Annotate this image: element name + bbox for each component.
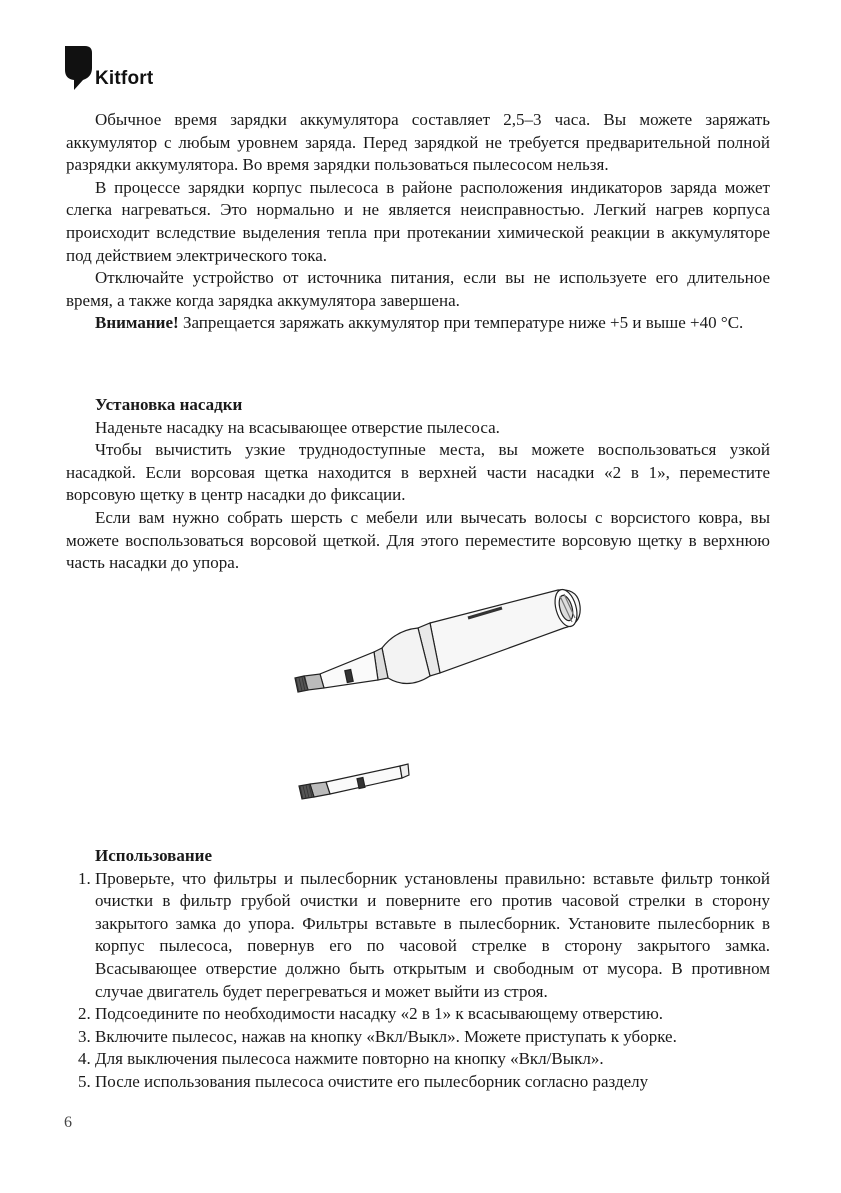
brand-logo xyxy=(65,46,153,90)
detached-nozzle-drawing xyxy=(299,764,409,799)
nozzle-section xyxy=(66,394,770,575)
usage-step: 1. Проверьте, что фильтры и пылесборник установлены правильно: вставьте фильтр тонкой очистки в фильтр грубой очистки и поверните его против часовой стрелки в сторону закрытого замка до упора. Фильтры вставьте в пылесборник. Установите пылесборник в корпус пылесоса, повернув его по часовой стрелке в сторону закрытого замка. Всасывающее отверстие должно быть открытым и свободным от мусора. В противном случае двигатель будет перегреваться и может выйти из строя. xyxy=(95,868,770,1004)
charging-paragraph-1: Обычное время зарядки аккумулятора составляет 2,5–3 часа. Вы можете заряжать аккумулятор с любым уровнем заряда. Перед зарядкой не требуется предварительной полной разрядки аккумулятора. Во время зарядки пользоваться пылесосом нельзя. xyxy=(66,110,770,175)
charging-warning xyxy=(66,312,770,335)
usage-step: 4. Для выключения пылесоса нажмите повторно на кнопку «Вкл/Выкл». xyxy=(95,1048,770,1071)
page-number: 6 xyxy=(64,1114,72,1131)
usage-heading: Использование xyxy=(95,846,212,865)
usage-section xyxy=(66,845,770,1094)
nozzle-paragraph-2: Чтобы вычистить узкие труднодоступные места, вы можете воспользоваться узкой насадкой. Если ворсовая щетка находится в верхней части насадки «2 в 1», переместите ворсовую щетку в центр насадки до фиксации. xyxy=(66,440,770,505)
charging-section xyxy=(66,109,770,335)
usage-steps-list xyxy=(66,868,770,1094)
charging-paragraph-3: Отключайте устройство от источника питания, если вы не используете его длительное время, а также когда зарядка аккумулятора завершена. xyxy=(66,268,770,310)
vacuum-with-nozzle-drawing xyxy=(295,587,581,692)
nozzle-paragraph-1: Наденьте насадку на всасывающее отверстие пылесоса. xyxy=(95,417,500,437)
usage-step: 3. Включите пылесос, нажав на кнопку «Вкл/Выкл». Можете приступать к уборке. xyxy=(95,1026,770,1049)
brand-name: Kitfort xyxy=(95,68,154,89)
usage-step: 2. Подсоедините по необходимости насадку «2 в 1» к всасывающему отверстию. xyxy=(95,1003,770,1026)
warning-label: Внимание! xyxy=(95,313,179,333)
charging-paragraph-2: В процессе зарядки корпус пылесоса в районе расположения индикаторов заряда может слегка нагреваться. Это нормально и не является неисправностью. Легкий нагрев корпуса происходит вследствие выделения тепла при протекании химической реакции в аккумуляторе под действием электрического тока. xyxy=(66,177,770,265)
nozzle-illustration xyxy=(290,578,590,818)
usage-step: 5. После использования пылесоса очистите его пылесборник согласно разделу xyxy=(95,1071,770,1094)
nozzle-heading: Установка насадки xyxy=(95,395,243,414)
nozzle-paragraph-3: Если вам нужно собрать шерсть с мебели или вычесать волосы с ворсистого ковра, вы можете воспользоваться ворсовой щеткой. Для этого переместите ворсовую щетку в верхнюю часть насадки до упора. xyxy=(66,507,770,573)
kitfort-logo-icon xyxy=(65,46,92,90)
warning-text: Запрещается заряжать аккумулятор при температуре ниже +5 и выше +40 °C. xyxy=(178,313,744,333)
